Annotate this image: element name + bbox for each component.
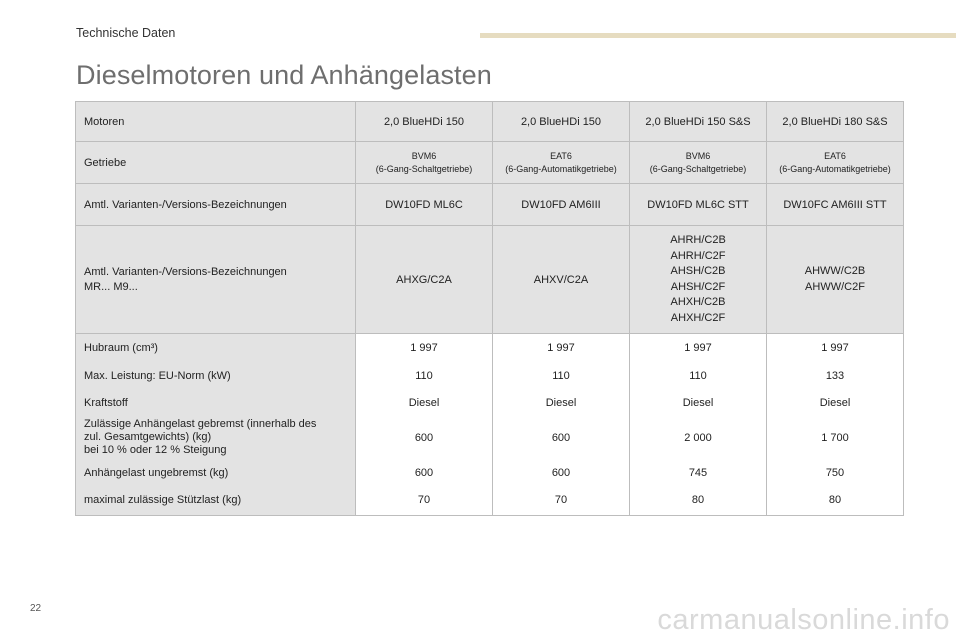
row-label: Anhängelast ungebremst (kg): [76, 460, 356, 486]
cell: 1 997: [356, 334, 493, 362]
cell: EAT6 (6-Gang-Automatikgetriebe): [767, 142, 904, 184]
cell: 1 997: [767, 334, 904, 362]
cell: 133: [767, 362, 904, 390]
spec-table: [75, 101, 904, 516]
cell: 1 700: [767, 416, 904, 460]
row-label: Zulässige Anhängelast gebremst (innerhalb des zul. Gesamtgewichts) (kg) bei 10 % oder 12 % Steigung: [76, 416, 356, 460]
cell: 80: [767, 486, 904, 516]
cell: Diesel: [493, 390, 630, 416]
table-row-unbraked-trailer: [76, 460, 904, 486]
cell: DW10FD ML6C STT: [630, 184, 767, 226]
cell: Diesel: [767, 390, 904, 416]
table-row-power: [76, 362, 904, 390]
cell: AHXG/C2A: [356, 226, 493, 334]
cell: EAT6 (6-Gang-Automatikgetriebe): [493, 142, 630, 184]
row-label: Hubraum (cm³): [76, 334, 356, 362]
cell: AHWW/C2B AHWW/C2F: [767, 226, 904, 334]
page-number: 22: [30, 603, 42, 614]
table-row-engines: [76, 102, 904, 142]
cell: Diesel: [356, 390, 493, 416]
cell: 600: [493, 416, 630, 460]
watermark: carmanualsonline.info: [657, 604, 950, 636]
cell: AHRH/C2B AHRH/C2F AHSH/C2B AHSH/C2F AHXH/C2B AHXH/C2F: [630, 226, 767, 334]
table-row-variant-mr: [76, 226, 904, 334]
table-row-braked-trailer: [76, 416, 904, 460]
header-accent-bar: [480, 33, 956, 38]
cell: 110: [493, 362, 630, 390]
cell: 2 000: [630, 416, 767, 460]
row-label: Getriebe: [76, 142, 356, 184]
table-row-fuel: [76, 390, 904, 416]
cell: DW10FD AM6III: [493, 184, 630, 226]
cell: DW10FC AM6III STT: [767, 184, 904, 226]
cell: 750: [767, 460, 904, 486]
table-row-gearbox: [76, 142, 904, 184]
cell: 2,0 BlueHDi 180 S&S: [767, 102, 904, 142]
table-row-nose-weight: [76, 486, 904, 516]
cell: BVM6 (6-Gang-Schaltgetriebe): [356, 142, 493, 184]
page-title: Dieselmotoren und Anhängelasten: [76, 60, 492, 90]
row-label: Kraftstoff: [76, 390, 356, 416]
cell: 110: [630, 362, 767, 390]
cell: 110: [356, 362, 493, 390]
cell: 2,0 BlueHDi 150 S&S: [630, 102, 767, 142]
cell: AHXV/C2A: [493, 226, 630, 334]
cell: 70: [493, 486, 630, 516]
cell: 80: [630, 486, 767, 516]
row-label: maximal zulässige Stützlast (kg): [76, 486, 356, 516]
cell: 600: [356, 416, 493, 460]
cell: Diesel: [630, 390, 767, 416]
row-label: Max. Leistung: EU-Norm (kW): [76, 362, 356, 390]
section-label: Technische Daten: [76, 26, 176, 40]
cell: BVM6 (6-Gang-Schaltgetriebe): [630, 142, 767, 184]
cell: 70: [356, 486, 493, 516]
table-row-variant: [76, 184, 904, 226]
cell: 1 997: [630, 334, 767, 362]
row-label: Amtl. Varianten-/Versions-Bezeichnungen MR... M9...: [76, 226, 356, 334]
cell: 2,0 BlueHDi 150: [493, 102, 630, 142]
row-label: Amtl. Varianten-/Versions-Bezeichnungen: [76, 184, 356, 226]
cell: 745: [630, 460, 767, 486]
table-row-displacement: [76, 334, 904, 362]
cell: 600: [356, 460, 493, 486]
cell: DW10FD ML6C: [356, 184, 493, 226]
cell: 600: [493, 460, 630, 486]
row-label: Motoren: [76, 102, 356, 142]
cell: 2,0 BlueHDi 150: [356, 102, 493, 142]
cell: 1 997: [493, 334, 630, 362]
